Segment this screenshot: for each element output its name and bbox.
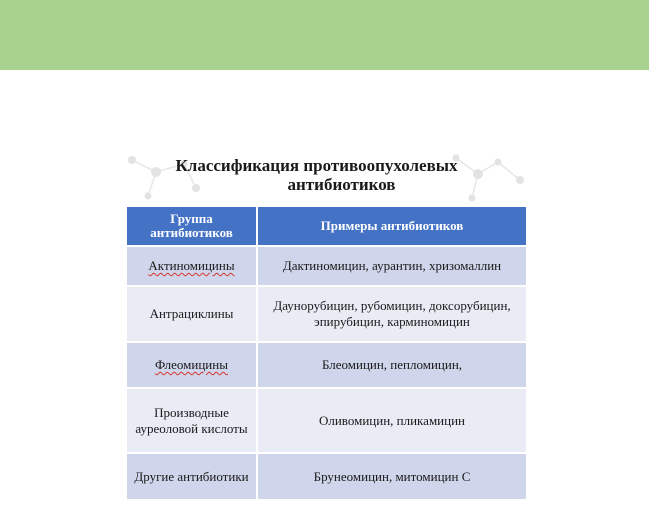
table-row [127, 286, 526, 342]
examples-cell: Даунорубицин, рубомицин, доксорубицин, эпирубицин, карминомицин [257, 286, 526, 342]
group-cell [127, 246, 257, 286]
examples-cell: Оливомицин, пликамицин [257, 388, 526, 453]
header-examples: Примеры антибиотиков [257, 207, 526, 246]
examples-cell: Брунеомицин, митомицин С [257, 453, 526, 499]
table-header-row [127, 207, 526, 246]
slide-title-line2: антибиотиков [287, 175, 396, 194]
examples-cell: Дактиномицин, аурантин, хризомаллин [257, 246, 526, 286]
table-row [127, 342, 526, 388]
slide-title-line1: Классификация противоопухолевых [175, 156, 458, 175]
header-group: Группа антибиотиков [127, 207, 257, 246]
examples-cell: Блеомицин, пепломицин, [257, 342, 526, 388]
slide-title [126, 156, 527, 194]
group-cell: Антрациклины [127, 286, 257, 342]
table-row [127, 453, 526, 499]
slide-card [126, 150, 527, 507]
table-row [127, 388, 526, 453]
group-label: Флеомицины [155, 357, 228, 372]
group-cell [127, 342, 257, 388]
group-cell: Другие антибиотики [127, 453, 257, 499]
antibiotics-table [127, 207, 526, 499]
top-banner [0, 0, 649, 70]
table-row [127, 246, 526, 286]
group-label: Актиномицины [148, 258, 235, 273]
group-cell: Производные ауреоловой кислоты [127, 388, 257, 453]
